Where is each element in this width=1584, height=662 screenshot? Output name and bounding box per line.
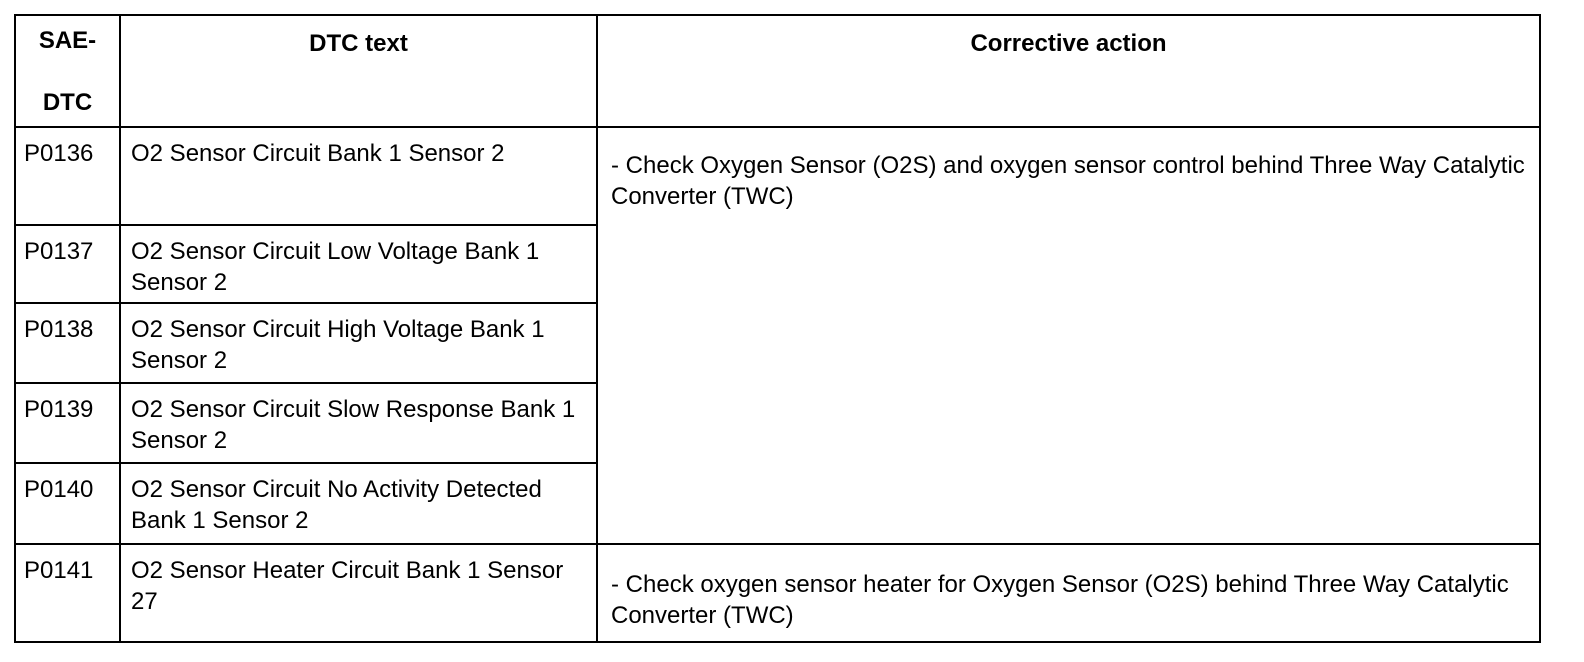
dtc-description: O2 Sensor Circuit No Activity Detected Bank 1 Sensor 2 bbox=[120, 463, 597, 544]
header-corrective-action bbox=[597, 15, 1540, 127]
header-dtc-text bbox=[120, 15, 597, 127]
corrective-action: - Check oxygen sensor heater for Oxygen Sensor (O2S) behind Three Way Catalytic Converter (TWC) bbox=[597, 544, 1540, 642]
header-dtc-text-label: DTC text bbox=[309, 30, 408, 57]
dtc-table bbox=[14, 14, 1541, 643]
dtc-code: P0140 bbox=[15, 463, 120, 544]
table-row bbox=[15, 127, 1540, 225]
dtc-code: P0137 bbox=[15, 225, 120, 303]
header-sae-line2: DTC bbox=[42, 89, 93, 116]
dtc-description: O2 Sensor Circuit High Voltage Bank 1 Sensor 2 bbox=[120, 303, 597, 383]
dtc-code: P0136 bbox=[15, 127, 120, 225]
table-row bbox=[15, 544, 1540, 642]
dtc-description: O2 Sensor Circuit Low Voltage Bank 1 Sensor 2 bbox=[120, 225, 597, 303]
dtc-description: O2 Sensor Circuit Bank 1 Sensor 2 bbox=[120, 127, 597, 225]
header-corrective-action-label: Corrective action bbox=[970, 30, 1167, 57]
header-row bbox=[15, 15, 1540, 127]
dtc-description: O2 Sensor Heater Circuit Bank 1 Sensor 27 bbox=[120, 544, 597, 642]
header-sae-line1: SAE- bbox=[38, 27, 97, 54]
dtc-code: P0139 bbox=[15, 383, 120, 463]
dtc-description: O2 Sensor Circuit Slow Response Bank 1 Sensor 2 bbox=[120, 383, 597, 463]
corrective-action: - Check Oxygen Sensor (O2S) and oxygen sensor control behind Three Way Catalytic Converter (TWC) bbox=[597, 127, 1540, 544]
dtc-code: P0141 bbox=[15, 544, 120, 642]
dtc-code: P0138 bbox=[15, 303, 120, 383]
header-sae-dtc bbox=[15, 15, 120, 127]
